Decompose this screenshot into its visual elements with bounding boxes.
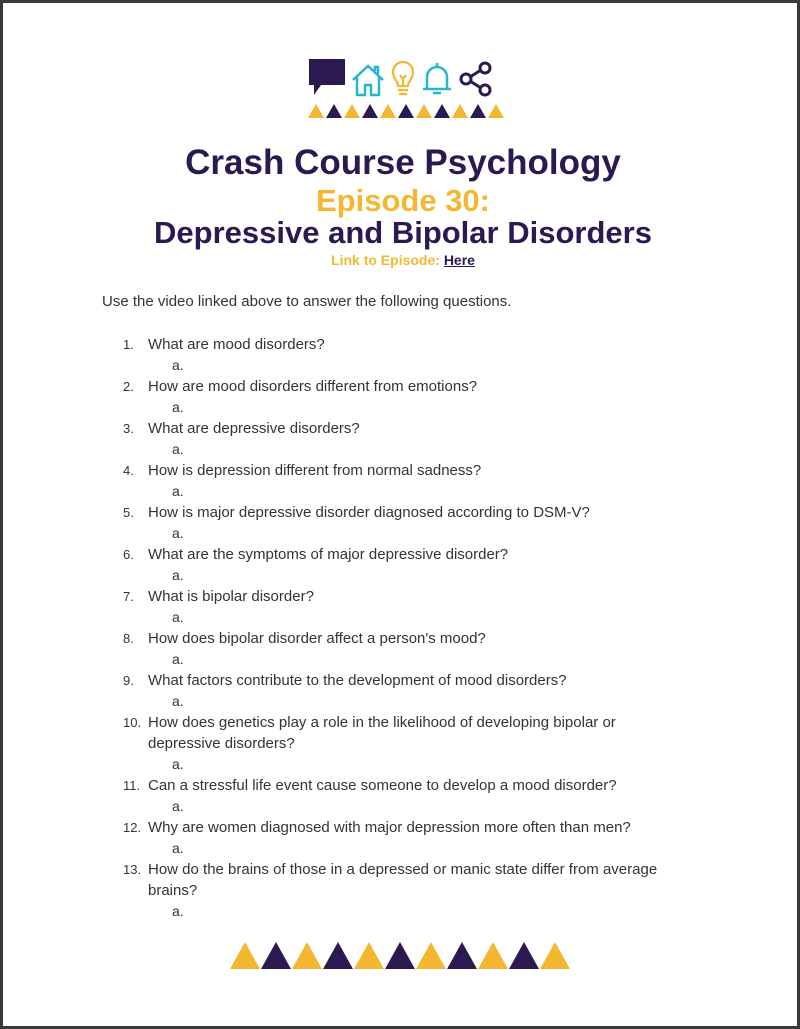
question-text: What is bipolar disorder? (148, 588, 314, 605)
question-number: 11. (123, 778, 141, 793)
question-item (123, 376, 683, 418)
link-label: Link to Episode: (331, 252, 440, 268)
question-text: How are mood disorders different from emotions? (148, 378, 478, 395)
question-number: 8. (123, 631, 134, 646)
question-text: How do the brains of those in a depressed or manic state differ from average brains? (148, 861, 658, 899)
question-item (123, 817, 683, 859)
speech-bubble-icon (309, 59, 345, 97)
answer-line[interactable]: a. (172, 609, 184, 625)
question-item (123, 775, 683, 817)
question-item (123, 334, 683, 376)
episode-link-line (3, 252, 800, 268)
question-text: How is major depressive disorder diagnosed according to DSM-V? (148, 504, 590, 521)
page-title: Crash Course Psychology (185, 143, 621, 182)
question-item (123, 502, 683, 544)
answer-line[interactable]: a. (172, 525, 184, 541)
answer-line[interactable]: a. (172, 693, 184, 709)
answer-line[interactable]: a. (172, 357, 184, 373)
answer-line[interactable]: a. (172, 756, 184, 772)
footer-triangle-border (230, 942, 571, 969)
answer-line[interactable]: a. (172, 798, 184, 814)
question-text: What are mood disorders? (148, 336, 325, 353)
question-number: 7. (123, 589, 134, 604)
question-text: Why are women diagnosed with major depression more often than men? (148, 819, 631, 836)
episode-number: Episode 30: (316, 183, 490, 218)
episode-link[interactable]: Here (443, 252, 475, 268)
question-number: 5. (123, 505, 134, 520)
header-triangle-border (308, 104, 506, 118)
question-item (123, 460, 683, 502)
header-icons (309, 59, 493, 97)
question-number: 12. (123, 820, 142, 835)
question-number: 10. (123, 715, 142, 730)
question-text: What are depressive disorders? (148, 420, 360, 437)
question-text: Can a stressful life event cause someone to develop a mood disorder? (148, 777, 617, 794)
bell-icon (421, 61, 453, 97)
question-text: What are the symptoms of major depressive disorder? (148, 546, 509, 563)
instructions: Use the video linked above to answer the following questions. (102, 293, 512, 310)
answer-line[interactable]: a. (172, 903, 184, 919)
answer-line[interactable]: a. (172, 567, 184, 583)
question-item (123, 544, 683, 586)
answer-line[interactable]: a. (172, 483, 184, 499)
question-item (123, 628, 683, 670)
answer-line[interactable]: a. (172, 651, 184, 667)
question-number: 9. (123, 673, 134, 688)
answer-line[interactable]: a. (172, 840, 184, 856)
question-number: 2. (123, 379, 134, 394)
question-text: How does bipolar disorder affect a person's mood? (148, 630, 486, 647)
question-item (123, 418, 683, 460)
question-text: How does genetics play a role in the likelihood of developing bipolar or depressive disorders? (148, 714, 616, 752)
question-number: 13. (123, 862, 142, 877)
question-number: 6. (123, 547, 134, 562)
share-icon (459, 61, 493, 97)
question-item (123, 712, 683, 775)
episode-title: Depressive and Bipolar Disorders (154, 215, 652, 250)
answer-line[interactable]: a. (172, 441, 184, 457)
house-icon (351, 63, 385, 97)
question-list (123, 334, 683, 922)
question-text: What factors contribute to the development of mood disorders? (148, 672, 567, 689)
question-item (123, 586, 683, 628)
question-text: How is depression different from normal sadness? (148, 462, 482, 479)
question-item (123, 670, 683, 712)
worksheet-page (3, 3, 797, 1026)
question-item (123, 859, 683, 922)
question-number: 4. (123, 463, 134, 478)
lightbulb-icon (391, 61, 415, 97)
question-number: 3. (123, 421, 134, 436)
question-number: 1. (123, 337, 134, 352)
answer-line[interactable]: a. (172, 399, 184, 415)
